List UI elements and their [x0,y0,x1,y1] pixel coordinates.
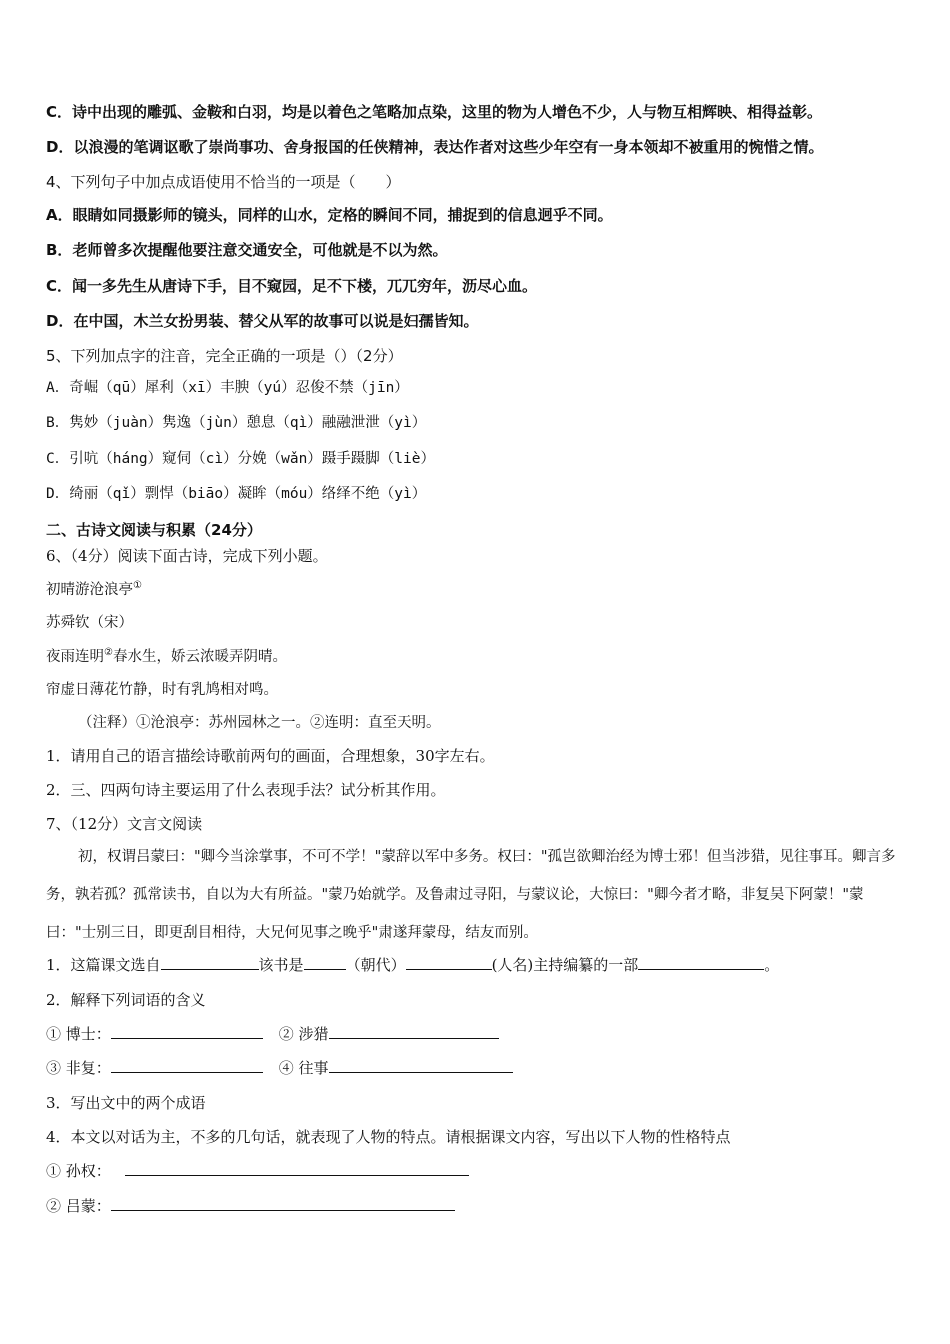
footnote-marker: ① [133,580,142,592]
char-label-sunquan: ① 孙权： [46,1162,111,1180]
footnote-marker: ② [104,647,113,659]
poem-title [46,580,142,600]
word-row-1 [46,1024,499,1044]
classical-passage: 初，权谓吕蒙曰："卿今当涂掌事，不可不学！"蒙辞以军中多务。权曰："孤岂欲卿治经为博士邪！但当涉猎，见往事耳。卿言多务，孰若孤？孤常读书，自以为大有所益。"蒙乃始就学。及鲁肃过寻阳，与蒙议论，大惊曰："卿今者才略，非复吴下阿蒙！"蒙曰："士别三日，即更刮目相待，大兄何见事之晚乎"肃遂拜蒙母，结友而别。 [46,849,896,941]
q7-sub4: 4．本文以对话为主，不多的几句话，就表现了人物的特点。请根据课文内容，写出以下人物的性格特点 [46,1128,731,1146]
word-row-2 [46,1058,513,1078]
option-text: 以浪漫的笔调讴歌了崇尚事功、舍身报国的任侠精神，表达作者对这些少年空有一身本领却不被重用的惋惜之情。 [73,138,824,156]
poem-line-1a: 夜雨连明 [46,649,104,665]
answer-blank-sunquan[interactable] [125,1161,469,1176]
word-3-label: ③ 非复： [46,1059,111,1077]
q4-option-d [46,311,478,331]
section-heading: 二、古诗文阅读与积累（24分） [46,521,262,539]
char-label-lvmeng: ② 吕蒙： [46,1197,111,1215]
option-text: 眼睛如同摄影师的镜头，同样的山水，定格的瞬间不同，捕捉到的信息迥乎不同。 [72,206,613,224]
q7-stem: 7、（12分）文言文阅读 [46,815,203,833]
answer-blank-w1[interactable] [111,1024,263,1039]
poem-line-1 [46,647,287,667]
q6-sub2: 2．三、四两句诗主要运用了什么表现手法？试分析其作用。 [46,781,446,799]
answer-blank-book[interactable] [304,955,346,970]
q7-sub3: 3．写出文中的两个成语 [46,1094,206,1112]
option-letter: A． [46,206,73,224]
answer-blank-editor[interactable] [638,955,764,970]
poem-author: 苏舜钦（宋） [46,615,133,631]
word-1-label: ① 博士： [46,1025,111,1043]
sub1-text-5: 。 [764,956,780,974]
answer-blank-lvmeng[interactable] [111,1196,455,1211]
q5-option-d: D．绮丽（qǐ）剽悍（biāo）凝眸（móu）络绎不绝（yì） [46,486,427,502]
option-text: 闻一多先生从唐诗下手，目不窥园，足不下楼，兀兀穷年，沥尽心血。 [72,277,538,295]
q4-option-c [46,276,537,296]
q3-option-c [46,102,822,122]
option-letter: B． [46,241,73,259]
poem-title-text: 初晴游沧浪亭 [46,582,133,598]
poem-line-1b: 春水生，娇云浓暖弄阴晴。 [112,649,287,665]
option-text: 老师曾多次提醒他要注意交通安全，可他就是不以为然。 [72,241,448,259]
answer-blank-source[interactable] [161,955,259,970]
sub1-text-3: （朝代） [345,956,406,974]
option-letter: D． [46,312,74,330]
sub1-text-1: 1．这篇课文选自 [46,956,161,974]
option-letter: D． [46,138,74,156]
option-letter: C． [46,277,73,295]
option-letter: C． [46,103,73,121]
q5-option-a: A．奇崛（qū）犀利（xī）丰腴（yú）忍俊不禁（jīn） [46,380,409,396]
q7-sub1 [46,955,779,975]
answer-blank-w2[interactable] [329,1024,499,1039]
word-2-label: ② 涉猎 [278,1025,329,1043]
q4-stem: 4、下列句子中加点成语使用不恰当的一项是（ ） [46,173,401,191]
q5-option-c: C．引吭（háng）窥伺（cì）分娩（wǎn）蹑手蹑脚（liè） [46,451,435,467]
q5-option-b: B．隽妙（juàn）隽逸（jùn）憩息（qì）融融泄泄（yì） [46,415,427,431]
poem-annotation: （注释）①沧浪亭：苏州园林之一。②连明：直至天明。 [78,715,441,731]
poem-line-2: 帘虚日薄花竹静，时有乳鸠相对鸣。 [46,682,278,698]
q4-option-b [46,240,447,260]
char-row-lvmeng [46,1196,455,1216]
sub1-text-4: (人名)主持编纂的一部 [491,956,639,974]
option-text: 诗中出现的雕弧、金鞍和白羽，均是以着色之笔略加点染，这里的物为人增色不少，人与物互相辉映、相得益彰。 [72,103,823,121]
sub1-text-2: 该书是 [258,956,304,974]
answer-blank-dynasty[interactable] [406,955,492,970]
q4-option-a [46,205,613,225]
word-4-label: ④ 往事 [278,1059,329,1077]
q5-stem: 5、下列加点字的注音，完全正确的一项是（）（2分） [46,347,403,365]
q6-sub1: 1．请用自己的语言描绘诗歌前两句的画面，合理想象，30字左右。 [46,747,495,765]
q3-option-d [46,137,823,157]
q7-sub2: 2．解释下列词语的含义 [46,991,206,1009]
q6-stem: 6、（4分）阅读下面古诗，完成下列小题。 [46,547,328,565]
answer-blank-w4[interactable] [329,1058,513,1073]
answer-blank-w3[interactable] [111,1058,263,1073]
option-text: 在中国，木兰女扮男装、替父从军的故事可以说是妇孺皆知。 [73,312,479,330]
char-row-sunquan [46,1161,469,1181]
